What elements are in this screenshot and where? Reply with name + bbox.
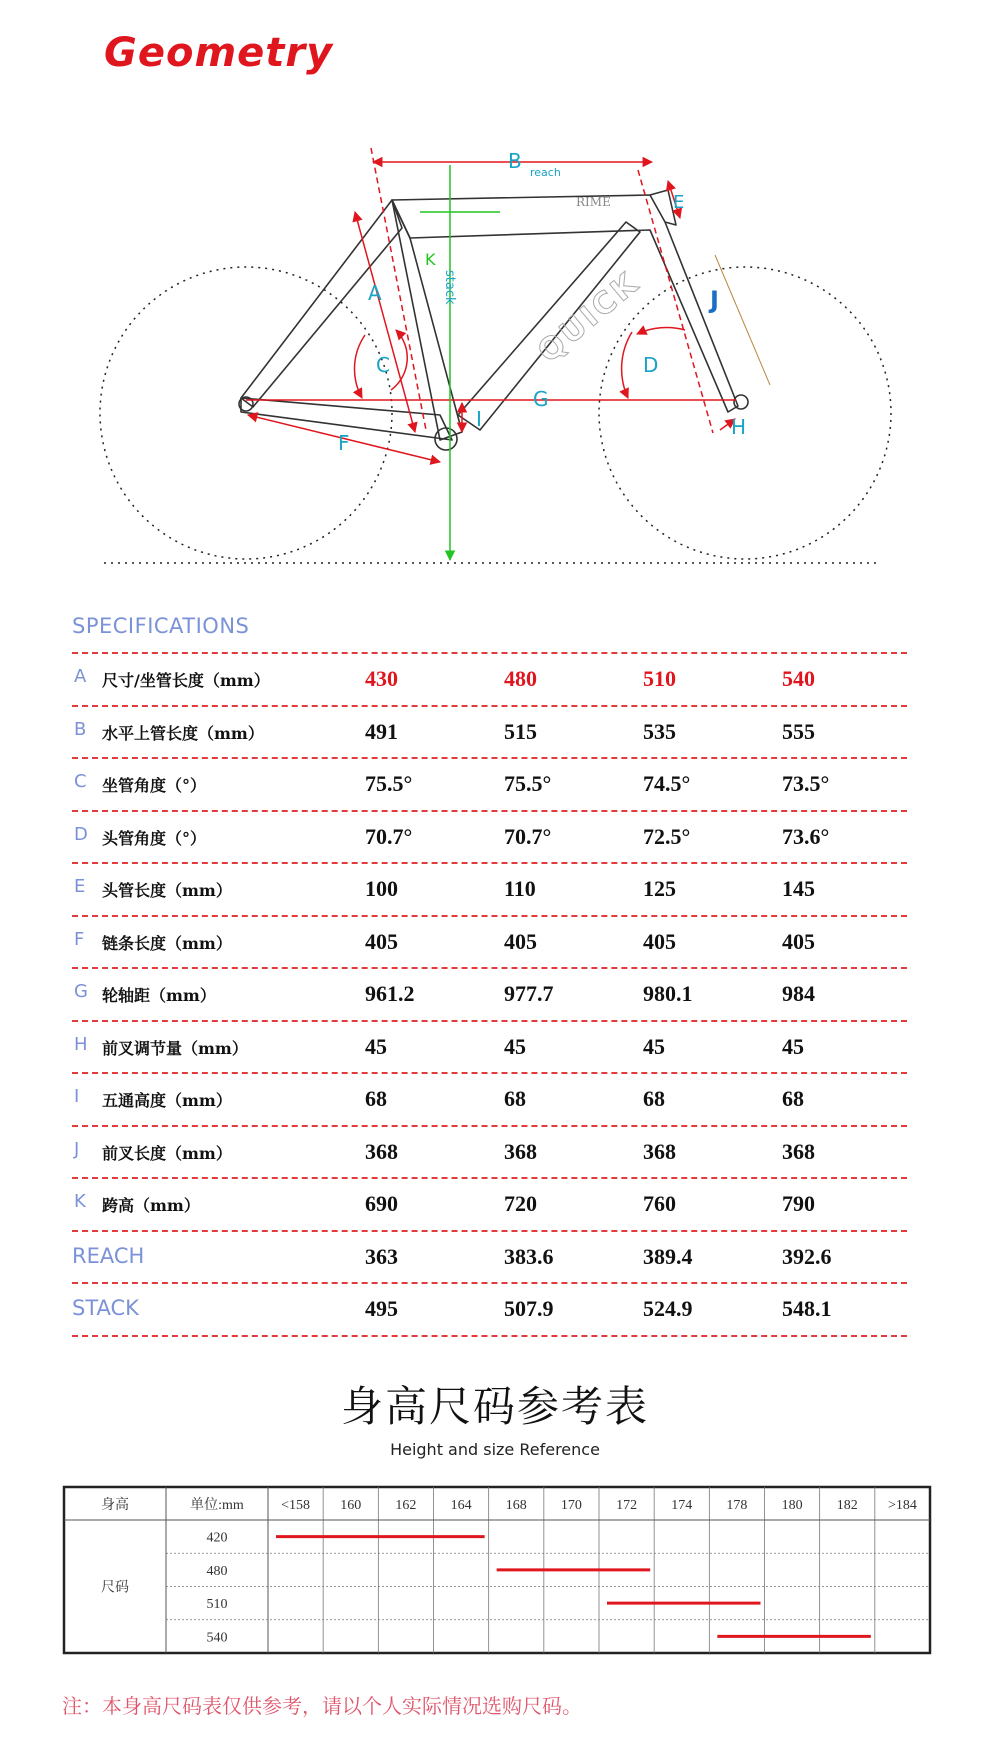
spec-value: 510 xyxy=(643,666,676,691)
label-G: G xyxy=(533,387,549,411)
ref-height-label: 178 xyxy=(726,1498,748,1513)
spec-value: 690 xyxy=(365,1191,398,1216)
ref-size-value: 510 xyxy=(206,1597,228,1613)
spec-row xyxy=(72,705,907,758)
specifications-table xyxy=(72,652,907,1337)
ref-size-value: 540 xyxy=(206,1630,228,1646)
spec-label: 尺寸/坐管长度（mm） xyxy=(102,671,270,690)
frame-brand-text: QUICK xyxy=(531,265,647,370)
spec-value: 100 xyxy=(365,876,398,901)
label-F: F xyxy=(338,431,350,455)
spec-value: 430 xyxy=(365,666,398,691)
spec-value: 980.1 xyxy=(643,981,693,1006)
reference-title: 身高尺码参考表 xyxy=(340,1382,649,1431)
spec-label: 头管角度（°） xyxy=(102,828,207,848)
spec-row xyxy=(72,810,907,863)
spec-value: 961.2 xyxy=(365,981,415,1006)
spec-value: 555 xyxy=(782,718,815,744)
label-H: H xyxy=(731,415,747,439)
spec-value: 125 xyxy=(643,876,676,901)
ref-header-height: 身高 xyxy=(101,1498,129,1513)
ref-height-label: 170 xyxy=(560,1498,582,1513)
spec-value: 110 xyxy=(504,876,536,901)
spec-value: 68 xyxy=(504,1086,526,1111)
spec-value: 45 xyxy=(643,1033,665,1059)
specifications-heading: SPECIFICATIONS xyxy=(72,614,250,638)
spec-value: 524.9 xyxy=(643,1296,693,1321)
spec-label: 头管长度（mm） xyxy=(102,881,232,900)
spec-value: 383.6 xyxy=(504,1243,554,1269)
spec-label: 前叉长度（mm） xyxy=(102,1143,232,1163)
label-I: I xyxy=(476,407,482,431)
spec-letter: C xyxy=(74,771,87,792)
label-stack: stack xyxy=(442,270,457,305)
spec-letter: F xyxy=(74,928,85,950)
spec-value: 984 xyxy=(782,981,815,1006)
spec-value: 977.7 xyxy=(504,981,554,1006)
spec-value: 68 xyxy=(365,1086,387,1111)
spec-value: 515 xyxy=(504,718,537,744)
label-reach: reach xyxy=(530,166,561,179)
spec-value: 760 xyxy=(643,1191,676,1216)
spec-value: 405 xyxy=(504,928,537,954)
ref-height-label: 160 xyxy=(340,1498,362,1513)
ref-size-label: 尺码 xyxy=(101,1580,129,1596)
spec-label: 链条长度（mm） xyxy=(102,933,232,953)
spec-label: 轮轴距（mm） xyxy=(102,986,216,1005)
spec-value: 392.6 xyxy=(782,1243,832,1269)
label-K: K xyxy=(425,250,436,269)
spec-value: 368 xyxy=(365,1138,398,1164)
spec-value: 75.5° xyxy=(365,771,413,796)
reference-subtitle: Height and size Reference xyxy=(390,1440,600,1459)
spec-letter: B xyxy=(74,718,87,740)
spec-label: 水平上管长度（mm） xyxy=(102,723,264,743)
spec-letter: I xyxy=(74,1086,80,1107)
spec-row xyxy=(72,862,907,915)
ref-height-label: 168 xyxy=(505,1498,527,1513)
frame-outline xyxy=(239,190,748,450)
label-C: C xyxy=(376,353,390,377)
spec-value: 45 xyxy=(504,1033,526,1059)
spec-value: 363 xyxy=(365,1243,398,1269)
spec-row xyxy=(72,652,907,705)
spec-value: 145 xyxy=(782,876,815,901)
spec-value: 491 xyxy=(365,718,398,744)
spec-value: 45 xyxy=(782,1033,804,1059)
height-size-reference-table xyxy=(62,1485,932,1655)
ref-size-value: 480 xyxy=(206,1563,228,1579)
spec-row xyxy=(72,1125,907,1178)
spec-value: 548.1 xyxy=(782,1296,832,1321)
spec-value: 70.7° xyxy=(504,823,552,849)
ref-height-label: 172 xyxy=(616,1498,638,1513)
ref-size-value: 420 xyxy=(206,1530,228,1546)
spec-row xyxy=(72,1072,907,1125)
spec-value: 405 xyxy=(643,928,676,954)
ref-height-label: <158 xyxy=(281,1498,311,1513)
ref-height-label: 174 xyxy=(671,1498,693,1513)
spec-value: 389.4 xyxy=(643,1243,693,1269)
spec-letter: STACK xyxy=(72,1296,139,1320)
spec-value: 405 xyxy=(782,928,815,954)
spec-value: 535 xyxy=(643,718,676,744)
geometry-lines xyxy=(246,148,770,462)
spec-value: 480 xyxy=(504,666,537,691)
spec-value: 75.5° xyxy=(504,771,552,796)
spec-label: 五通高度（mm） xyxy=(102,1091,232,1110)
frame-geometry-diagram xyxy=(0,120,990,580)
spec-letter: D xyxy=(74,823,88,845)
spec-label: 跨高（mm） xyxy=(102,1196,200,1215)
spec-letter: E xyxy=(74,876,86,897)
spec-value: 540 xyxy=(782,666,815,691)
spec-value: 495 xyxy=(365,1296,398,1321)
frame-model-text: RIME xyxy=(576,195,611,209)
spec-value: 720 xyxy=(504,1191,537,1216)
spec-value: 45 xyxy=(365,1033,387,1059)
spec-value: 73.6° xyxy=(782,823,830,849)
spec-letter: H xyxy=(74,1033,88,1055)
spec-row xyxy=(72,757,907,810)
ref-height-label: 180 xyxy=(781,1498,803,1513)
spec-row xyxy=(72,1177,907,1230)
spec-value: 70.7° xyxy=(365,823,413,849)
front-wheel xyxy=(599,267,891,559)
spec-value: 68 xyxy=(643,1086,665,1111)
spec-value: 68 xyxy=(782,1086,804,1111)
spec-value: 368 xyxy=(504,1138,537,1164)
spec-letter: K xyxy=(74,1191,86,1212)
spec-row xyxy=(72,1230,907,1283)
label-B: B xyxy=(508,149,522,173)
spec-value: 72.5° xyxy=(643,823,691,849)
spec-value: 74.5° xyxy=(643,771,691,796)
ref-height-label: 164 xyxy=(450,1498,472,1513)
spec-row xyxy=(72,915,907,968)
reference-note: 注：本身高尺码表仅供参考，请以个人实际情况选购尺码。 xyxy=(62,1694,582,1718)
ref-height-label: 162 xyxy=(395,1498,417,1513)
ref-header-unit: 单位:mm xyxy=(190,1498,244,1513)
spec-value: 368 xyxy=(643,1138,676,1164)
page-title: Geometry xyxy=(104,30,334,76)
spec-letter: REACH xyxy=(72,1243,145,1268)
spec-label: 坐管角度（°） xyxy=(102,776,207,795)
spec-value: 405 xyxy=(365,928,398,954)
spec-value: 790 xyxy=(782,1191,815,1216)
spec-row xyxy=(72,1020,907,1073)
spec-label: 前叉调节量（mm） xyxy=(102,1038,248,1058)
spec-value: 368 xyxy=(782,1138,815,1164)
spec-letter: J xyxy=(74,1138,80,1160)
label-D: D xyxy=(643,353,659,377)
spec-value: 507.9 xyxy=(504,1296,554,1321)
spec-row xyxy=(72,967,907,1020)
ref-height-label: >184 xyxy=(887,1498,917,1513)
spec-letter: G xyxy=(74,981,88,1002)
spec-row xyxy=(72,1282,907,1337)
label-A: A xyxy=(368,281,382,305)
label-J: J xyxy=(710,286,719,314)
spec-letter: A xyxy=(74,666,87,687)
spec-value: 73.5° xyxy=(782,771,830,796)
label-E: E xyxy=(673,192,685,213)
ref-height-label: 182 xyxy=(836,1498,858,1513)
